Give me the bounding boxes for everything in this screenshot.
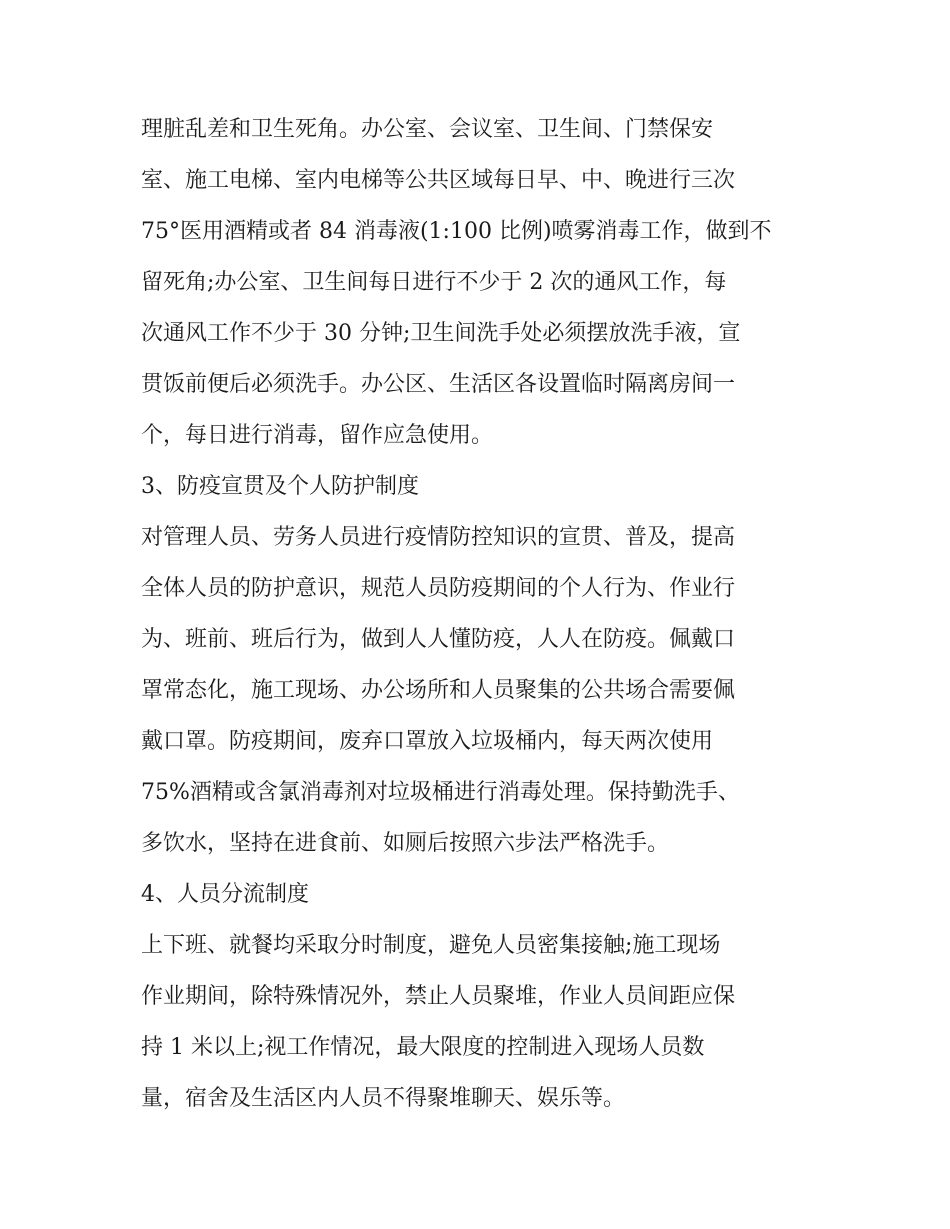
body-line: 持 1 米以上;视工作情况，最大限度的控制进入现场人员数 [141, 1035, 705, 1060]
body-line: 75°医用酒精或者 84 消毒液(1:100 比例)喷雾消毒工作，做到不 [141, 219, 772, 244]
body-line: 量，宿舍及生活区内人员不得聚堆聊天、娱乐等。 [141, 1086, 626, 1111]
body-line: 贯饭前便后必须洗手。办公区、生活区各设置临时隔离房间一 [141, 372, 736, 397]
body-line: 多饮水，坚持在进食前、如厕后按照六步法严格洗手。 [141, 831, 670, 856]
body-line: 对管理人员、劳务人员进行疫情防控知识的宣贯、普及，提高 [141, 525, 736, 550]
body-line: 理脏乱差和卫生死角。办公室、会议室、卫生间、门禁保安 [141, 117, 714, 142]
document-body [141, 104, 821, 1124]
body-line: 75%酒精或含氯消毒剂对垃圾桶进行消毒处理。保持勤洗手、 [141, 780, 740, 805]
body-line: 次通风工作不少于 30 分钟;卫生间洗手处必须摆放洗手液，宣 [141, 321, 741, 346]
body-line: 留死角;办公室、卫生间每日进行不少于 2 次的通风工作，每 [141, 270, 727, 295]
body-line: 上下班、就餐均采取分时制度，避免人员密集接触;施工现场 [141, 933, 721, 958]
body-line: 室、施工电梯、室内电梯等公共区域每日早、中、晚进行三次 [141, 168, 736, 193]
body-line: 罩常态化，施工现场、办公场所和人员聚集的公共场合需要佩 [141, 678, 736, 703]
body-line: 全体人员的防护意识，规范人员防疫期间的个人行为、作业行 [141, 576, 736, 601]
body-line: 个，每日进行消毒，留作应急使用。 [141, 423, 494, 448]
body-line: 作业期间，除特殊情况外，禁止人员聚堆，作业人员间距应保 [141, 984, 736, 1009]
section-heading: 4、人员分流制度 [141, 882, 309, 907]
section-heading: 3、防疫宣贯及个人防护制度 [141, 474, 419, 499]
body-line: 戴口罩。防疫期间，废弃口罩放入垃圾桶内，每天两次使用 [141, 729, 714, 754]
body-line: 为、班前、班后行为，做到人人懂防疫，人人在防疫。佩戴口 [141, 627, 736, 652]
